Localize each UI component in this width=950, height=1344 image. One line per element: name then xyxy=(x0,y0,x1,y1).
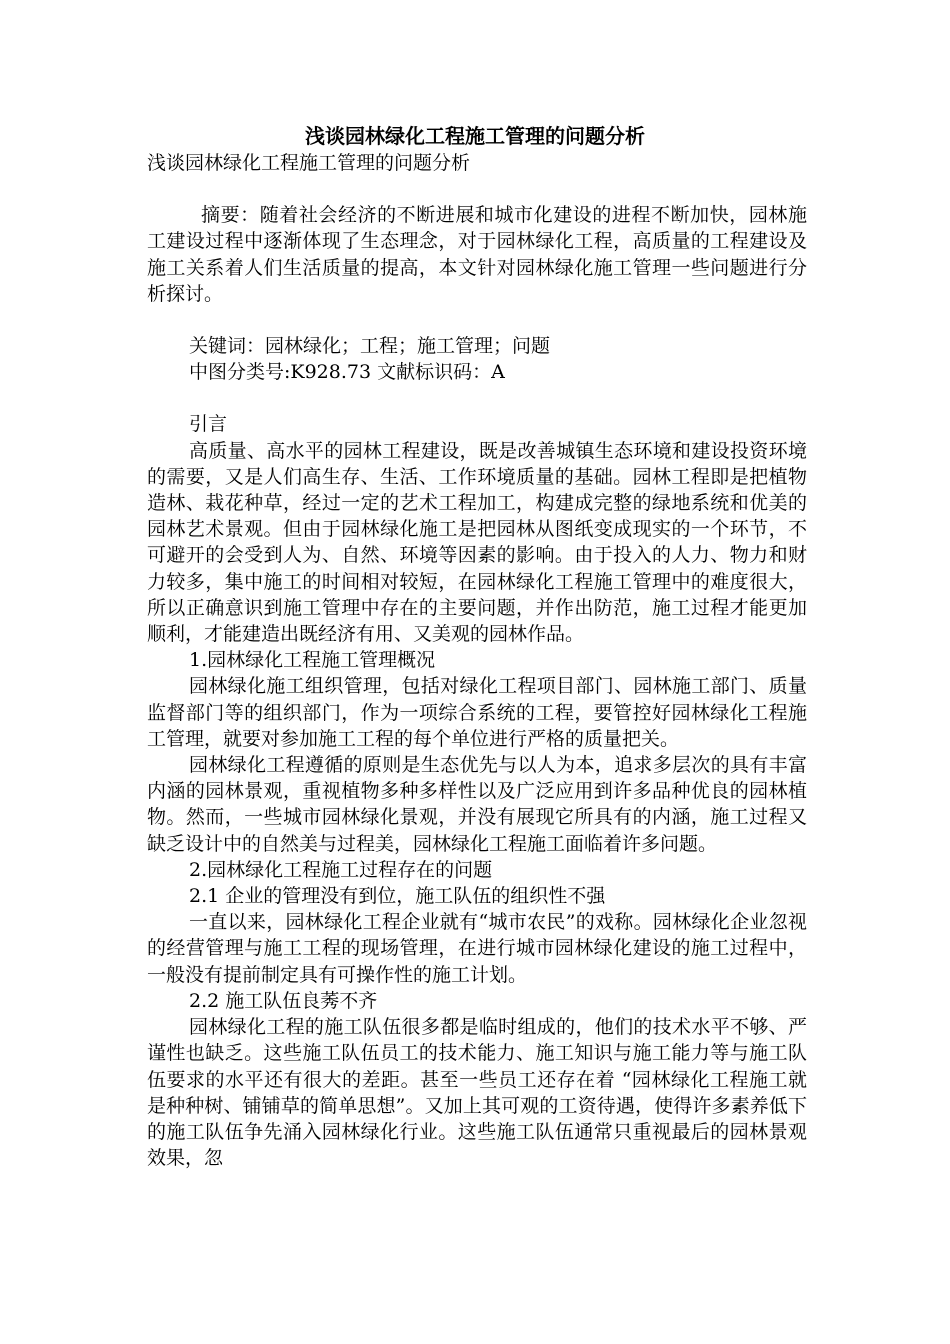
document-body xyxy=(147,150,807,1171)
intro-paragraph: 高质量、高水平的园林工程建设，既是改善城镇生态环境和建设投资环境的需要，又是人们高生存、生活、工作环境质量的基础。园林工程即是把植物造林、栽花种草，经过一定的艺术工程加工，构建成完整的绿地系统和优美的园林艺术景观。但由于园林绿化施工是把园林从图纸变成现实的一个环节，不可避开的会受到人为、自然、环境等因素的影响。由于投入的人力、物力和财力较多，集中施工的时间相对较短，在园林绿化工程施工管理中的难度很大，所以正确意识到施工管理中存在的主要问题，并作出防范，施工过程才能更加顺利，才能建造出既经济有用、又美观的园林作品。 xyxy=(147,439,807,646)
abstract-paragraph: 摘要：随着社会经济的不断进展和城市化建设的进程不断加快，园林施工建设过程中逐渐体现了生态理念，对于园林绿化工程，高质量的工程建设及施工关系着人们生活质量的提高，本文针对园林绿化施工管理一些问题进行分析探讨。 xyxy=(147,204,807,305)
spacer xyxy=(147,385,807,411)
section-2-1-heading: 2.1 企业的管理没有到位，施工队伍的组织性不强 xyxy=(189,885,606,908)
keywords-line: 关键词：园林绿化；工程；施工管理；问题 xyxy=(189,335,551,358)
section-2-1-paragraph: 一直以来，园林绿化工程企业就有“城市农民”的戏称。园林绿化企业忽视的经营管理与施工工程的现场管理，在进行城市园林绿化建设的施工过程中，一般没有提前制定具有可操作性的施工计划。 xyxy=(147,911,807,986)
classification-line: 中图分类号:K928.73 文献标识码：A xyxy=(189,361,505,384)
section-2-2-paragraph: 园林绿化工程的施工队伍很多都是临时组成的，他们的技术水平不够、严谨性也缺乏。这些施工队伍员工的技术能力、施工知识与施工能力等与施工队伍要求的水平还有很大的差距。甚至一些员工还存在着 “园林绿化工程施工就是种种树、铺铺草的简单思想”。又加上其可观的工资待遇，使得许多素养低下的施工队伍争先涌入园林绿化行业。这些施工队伍通常只重视最后的园林景观效果，忽 xyxy=(147,1016,807,1170)
section-2-heading: 2.园林绿化工程施工过程存在的问题 xyxy=(189,858,493,881)
section-2-2-heading: 2.2 施工队伍良莠不齐 xyxy=(189,989,378,1012)
section-1-heading: 1.园林绿化工程施工管理概况 xyxy=(189,649,436,672)
section-1-paragraph-2: 园林绿化工程遵循的原则是生态优先与以人为本，追求多层次的具有丰富内涵的园林景观，重视植物多种多样性以及广泛应用到许多品种优良的园林植物。然而，一些城市园林绿化景观，并没有展现它所具有的内涵，施工过程又缺乏设计中的自然美与过程美，园林绿化工程施工面临着许多问题。 xyxy=(147,754,807,855)
document-title: 浅谈园林绿化工程施工管理的问题分析 xyxy=(305,124,645,148)
subtitle: 浅谈园林绿化工程施工管理的问题分析 xyxy=(147,152,471,174)
spacer xyxy=(147,176,807,202)
spacer xyxy=(147,307,807,333)
section-1-paragraph-1: 园林绿化施工组织管理，包括对绿化工程项目部门、园林施工部门、质量监督部门等的组织部门，作为一项综合系统的工程，要管控好园林绿化工程施工管理，就要对参加施工工程的每个单位进行严格的质量把关。 xyxy=(147,675,807,750)
intro-heading: 引言 xyxy=(189,413,228,436)
